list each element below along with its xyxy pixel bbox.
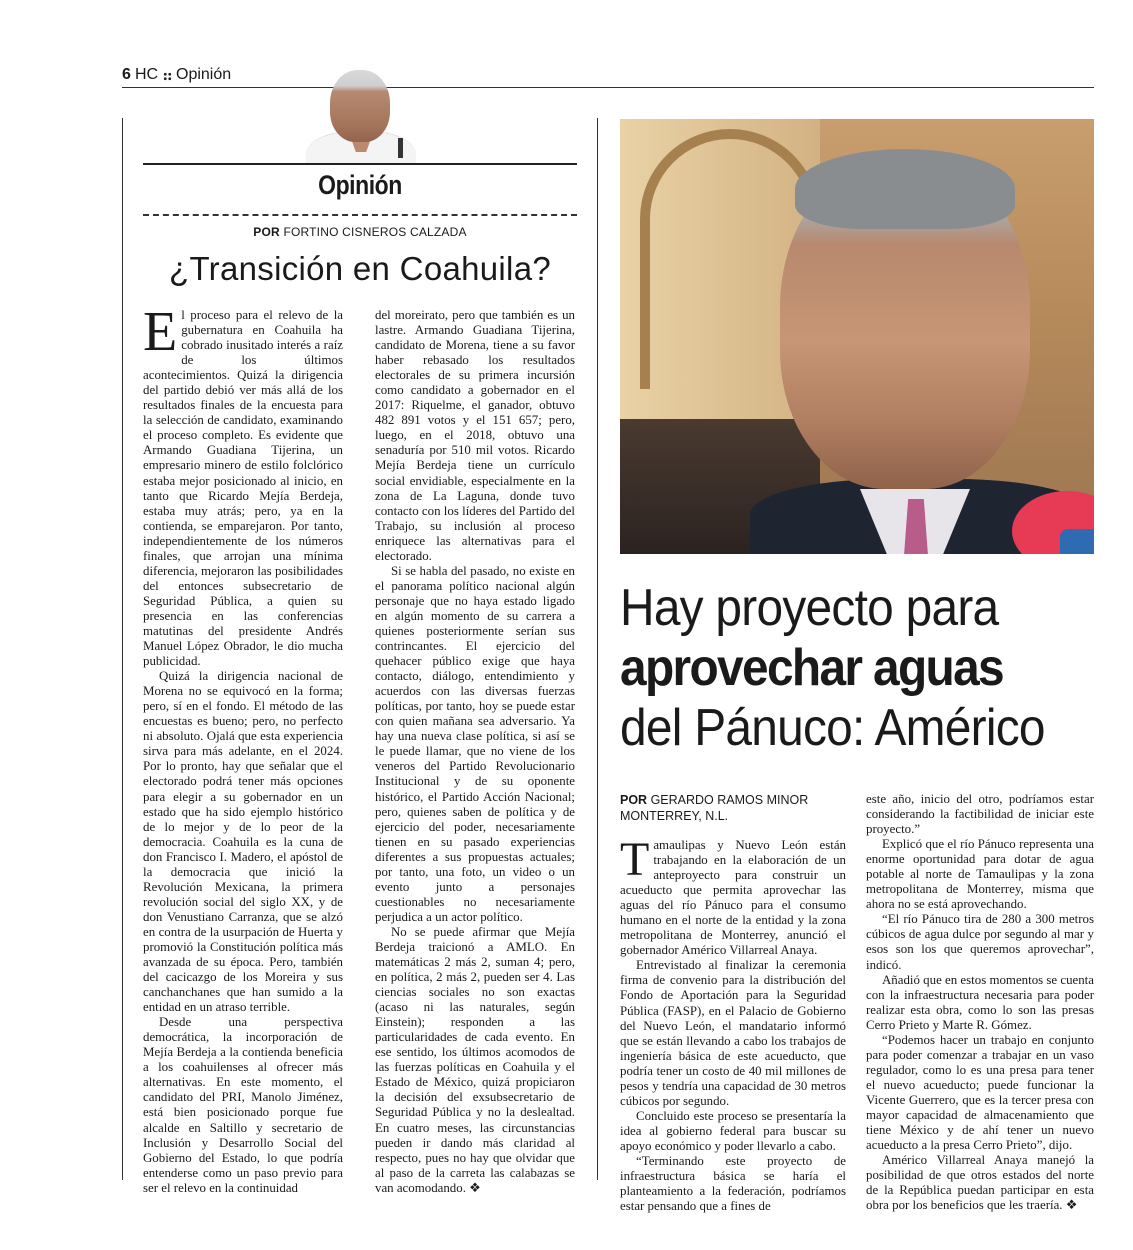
- paragraph: Entrevistado al finalizar la ceremonia firma de convenio para la distribución del Fondo de Aportación para la Seguridad Pública (FASP), en el Palacio de Gobierno del Nuevo León, el mandatario informó que se están llevando a cabo los trabajos de ingeniería básica de este acueducto, que podría tener un costo de 40 mil millones de pesos y tendría una capacidad de 30 metros cúbicos por segundo.: [620, 958, 846, 1108]
- running-header: [122, 66, 1094, 88]
- article-photo: [620, 119, 1094, 554]
- left-margin-rule: [122, 118, 123, 1180]
- paragraph: del moreirato, pero que también es un lastre. Armando Guadiana Tijerina, candidato de Morena, tiene a su favor haber rebasado los resultados electorales de su primera incursión como candidato a gobernador en el 2017: Riquelme, el ganador, obtuvo 482 891 votos y el 151 657; pero, luego, en el 2018, obtuvo una senaduría por 510 mil votos. Ricardo Mejía Berdeja tiene un currículo social envidiable, especialmente en la zona de La Laguna, donde tuvo contacto con los líderes del Partido del Trabajo, su inclusión al proceso enriquece las alternativas para el electorado.: [375, 308, 575, 563]
- byline-prefix: POR: [253, 225, 280, 239]
- byline-prefix: POR: [620, 793, 648, 807]
- byline-location: MONTERREY, N.L.: [620, 809, 729, 823]
- dashed-divider: [143, 214, 577, 216]
- right-article-column-1: [620, 833, 846, 1214]
- paragraph: “El río Pánuco tira de 280 a 300 metros cúbicos de agua dulce por segundo al mar y esos son los que queremos aprovechar”, indicó.: [866, 912, 1094, 972]
- paragraph: Américo Villarreal Anaya manejó la posibilidad de que otros estados del norte de la República puedan participar en esta obra por los beneficios que les traería. ❖: [866, 1153, 1094, 1213]
- section-rule: [143, 163, 577, 165]
- separator-dots-icon: [163, 72, 172, 81]
- left-byline: [143, 225, 577, 239]
- paragraph: Concluido este proceso se presentaría la idea al gobierno federal para buscar su apoyo económico y poder llevarlo a cabo.: [620, 1108, 846, 1153]
- left-article-column-2: [375, 308, 575, 1196]
- paragraph: este año, inicio del otro, podríamos estar considerando la factibilidad de iniciar este proyecto.”: [866, 792, 1094, 837]
- center-column-rule: [597, 118, 598, 1180]
- paragraph: Añadió que en estos momentos se cuenta con la infraestructura necesaria para poder realizar esta obra, como lo son las presas Cerro Prieto y Marte R. Gómez.: [866, 972, 1094, 1032]
- paragraph: “Terminando este proyecto de infraestructura básica se haría el planteamiento a la federación, podríamos estar pensando que a fines de: [620, 1153, 846, 1214]
- paragraph: Quizá la dirigencia nacional de Morena no se equivocó en la forma; pero, sí en el fondo. El método de las encuestas es bueno; pero, no perfecto ni absoluto. Ojalá que esta experiencia sirva para más adelante, en el 2024. Por lo pronto, hay que señalar que el electorado podrá tener más opciones para elegir a su gobernador en un estado que ha sido ejemplo histórico de lo mejor y de lo peor de la democracia. Coahuila es la cuna de don Francisco I. Madero, el apóstol de la democracia que inició la Revolución Mexicana, la primera revolución social del siglo XX, y de don Venustiano Carranza, que se alzó en contra de la usurpación de Huerta y promovió la Constitución política más avanzada de su época. Pero, también del cacicazgo de los Moreira y sus canchanchanes que han sumido a la entidad en un atraso terrible.: [143, 669, 343, 1015]
- columnist-photo: [304, 60, 418, 164]
- byline-author: FORTINO CISNEROS CALZADA: [283, 225, 467, 239]
- paragraph: Desde una perspectiva democrática, la incorporación de Mejía Berdeja a la contienda beneficia a los coahuilenses al ofrecer más alternativas. En este momento, el candidato del PRI, Manolo Jiménez, está bien posicionado porque fue alcalde en Saltillo y secretario de Inclusión y Desarrollo Social del Gobierno del Estado, lo que podría entenderse como un paso previo para ser el relevo en la continuidad: [143, 1015, 343, 1195]
- right-article-column-2: [866, 792, 1094, 1213]
- byline-author: GERARDO RAMOS MINOR: [650, 793, 809, 807]
- headline-line-3: del Pánuco: Américo: [620, 699, 1045, 757]
- headline-line-1: Hay proyecto para: [620, 579, 999, 637]
- drop-cap: E: [143, 301, 178, 363]
- drop-cap: T: [620, 833, 650, 886]
- paragraph: “Podemos hacer un trabajo en conjunto para poder comenzar a trabajar en un vaso regulador, como lo es una presa para tener el nuevo acueducto; puede funcionar la Vicente Guerrero, que es la tercer presa con mayor capacidad de almacenamiento que tiene México y de ahí tener un nuevo acueducto a la presa Cerro Prieto”, dijo.: [866, 1032, 1094, 1153]
- left-article-column-1: [143, 301, 343, 1196]
- paragraph: Explicó que el río Pánuco representa una enorme oportunidad para dotar de agua potable al norte de Tamaulipas y la zona metropolitana de Monterrey, misma que ahora no se está aprovechando.: [866, 837, 1094, 912]
- paragraph: Tamaulipas y Nuevo León están trabajando en la elaboración de un anteproyecto para construir un acueducto que permita aprovechar las aguas del río Pánuco para el consumo humano en el norte de la entidad y la zona metropolitana de Monterrey, anunció el gobernador Américo Villarreal Anaya.: [620, 833, 846, 958]
- paragraph: Si se habla del pasado, no existe en el panorama político nacional algún personaje que no haya estado ligado en algún momento de su carrera a quienes posteriormente serían sus contrincantes. El ejercicio del quehacer público exige que haya contacto, diálogo, entendimiento y acuerdos con las diversas fuerzas políticas, por tanto, hoy se puede estar con quien mañana sea adversario. Ya hay una nueva clase política, si así se le puede llamar, que no viene de los veneros del Partido Revolucionario Institucional y de su oponente histórico, el Partido Acción Nacional; pero, quienes saben de política y de ejercicio del poder, necesariamente tienen en su pasado experiencias diferentes a sus propuestas actuales; por tanto, una foto, un video o un evento junto a personajes cuestionables no necesariamente perjudica a un actor político.: [375, 563, 575, 924]
- paragraph: No se puede afirmar que Mejía Berdeja traicionó a AMLO. En matemáticas 2 más 2, suman 4; pero, en política, 2 más 2, pueden ser 4. Las ciencias sociales no son exactas (acaso ni las naturales, según Einstein); responden a las particularidades de cada evento. En ese sentido, los últimos acomodos de las fuerzas políticas en Coahuila y el Estado de México, quizá propiciaron la decisión del exsubsecretario de Seguridad Pública y no la deslealtad. En cuatro meses, las circunstancias pueden ir dando más claridad al respecto, pues no hay que olvidar que al paso de la carreta las calabazas se van acomodando. ❖: [375, 924, 575, 1195]
- opinion-section-label: Opinión: [318, 170, 402, 200]
- paragraph: El proceso para el relevo de la gubernatura en Coahuila ha cobrado inusitado interés a raíz de los últimos acontecimientos. Quizá la dirigencia del partido debió ver más allá de los resultados finales de la encuesta para la selección de candidato, examinando el proceso completo. Es evidente que Armando Guadiana Tijerina, un empresario minero de estilo folclórico estaba mejor posicionado al inicio, en tanto que Ricardo Mejía Berdeja, estaba muy atrás; pero, ya en la contienda, se emparejaron. Por tanto, independientemente de los números finales, que arrojan una mínima diferencia, mejoraron las posibilidades del entonces subsecretario de Seguridad Pública, a quien su presencia en las conferencias matutinas del presidente Andrés Manuel López Obrador, le dio mucha publicidad.: [143, 301, 343, 669]
- page-number: 6: [122, 66, 131, 83]
- section-name: Opinión: [176, 66, 232, 83]
- right-headline: [620, 578, 1094, 758]
- headline-line-2: aprovechar aguas: [620, 639, 1004, 697]
- left-headline: ¿Transición en Coahuila?: [168, 250, 551, 287]
- brand-name: HC: [135, 66, 159, 83]
- right-byline: [620, 792, 850, 824]
